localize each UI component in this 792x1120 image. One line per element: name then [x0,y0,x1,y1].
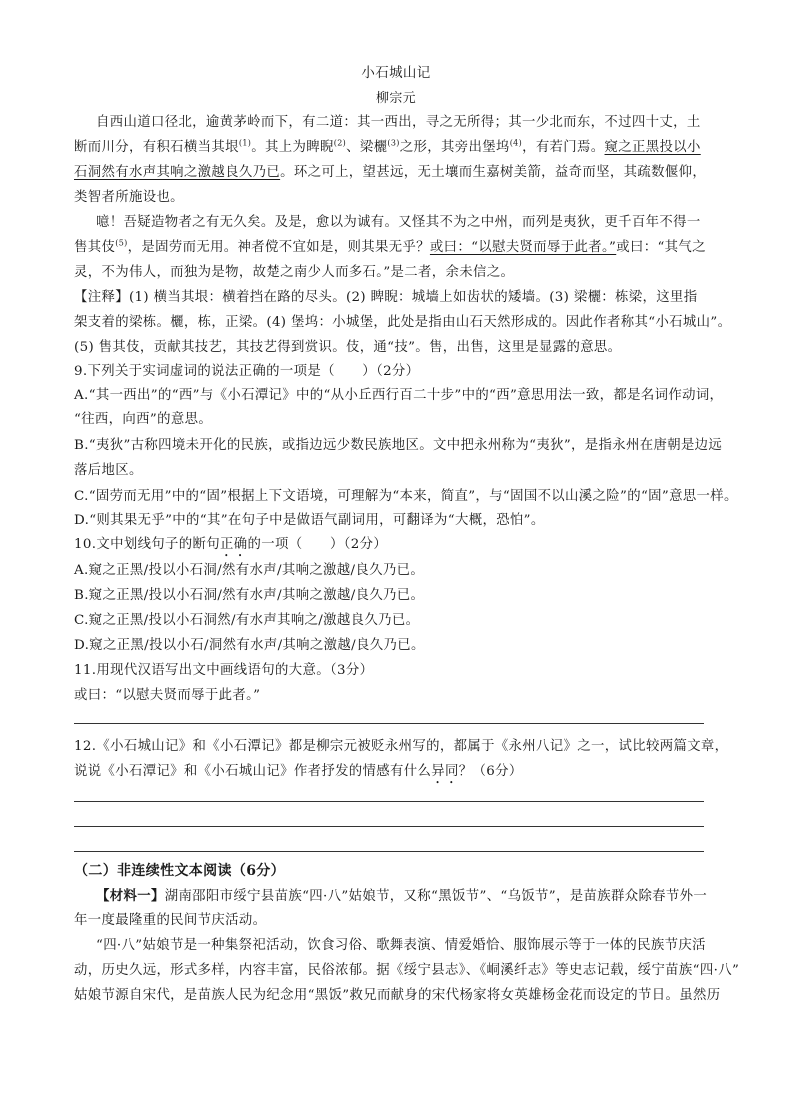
material-1-line-1 [96,887,714,906]
q9-option-a-line-1: A.“其一西出”的“西”与《小石潭记》中的“从小丘西行百二十步”中的“西”意思用法一致，都是名词作动词， [74,388,724,403]
text: 。其上为睥睨 [251,140,334,155]
q11-quote: 或曰：“以慰夫贤而辱于此者。” [74,688,261,703]
text: 售其伎 [74,240,116,255]
footnote-5: (5) [115,238,128,248]
q9-stem: 9.下列关于实词虚词的说法正确的一项是（ ）（2分） [74,364,420,379]
p1-line-3 [74,164,714,182]
q9-option-a-line-2: “往西，向西”的意思。 [74,412,213,427]
p2-line-2 [74,239,714,257]
footnote-2: (2) [333,138,347,148]
q9-option-d: D.“则其果无乎”中的“其”在句子中是做语气副词用，可翻译为“大概，恐怕”。 [74,513,545,528]
q12-answer-line-2[interactable] [74,826,704,827]
footnote-3: (3) [387,138,400,148]
emphasized-word: 正确 [220,537,248,552]
article-title: 小石城山记 [361,65,431,81]
p2-line-1: 噫！吾疑造物者之有无久矣。及是，愈以为诚有。又怪其不为之中州，而列是夷狄，更千百年不得一 [96,215,701,230]
p1-line-4: 类智者所施设也。 [74,190,184,205]
q10-option-c: C.窥之正黑/投以小石洞然/有水声其响之/激越良久乃已。 [74,613,420,628]
q9-option-b-line-2: 落后地区。 [74,463,143,478]
q10-stem [74,536,714,560]
underlined-quote: 或曰：“以慰夫贤而辱于此者。” [429,240,617,255]
text: 的一项（ ）（2分） [247,537,388,552]
text: ，是固劳而无用。神者傥不宜如是，则其果无乎？ [127,240,430,255]
q10-option-d: D.窥之正黑/投以小石/洞然有水声/其响之激越/良久乃已。 [74,638,425,653]
q9-option-c: C.“固劳而无用”中的“固”根据上下文语境，可理解为“本来，简直”，与“固国不以山溪之险”的“固”意思一样。 [74,489,738,504]
q12-line-1: 12.《小石城山记》和《小石潭记》都是柳宗元被贬永州写的，都属于《永州八记》之一，试比较两篇文章， [74,739,729,754]
q11-stem: 11.用现代汉语写出文中画线语句的大意。（3分） [74,663,374,678]
q12-line-2 [74,763,714,787]
text: ？（6分） [458,764,523,779]
q9-option-b-line-1: B.“夷狄”古称四境未开化的民族，或指边远少数民族地区。文中把永州称为“夷狄”，是指永州在唐朝是边远 [74,438,723,453]
underlined-sentence-part-2: 石洞然有水声其响之激越良久乃已 [74,165,281,180]
material-1-para-2-line-3: 姑娘节源自宋代，是苗族人民为纪念用“黑饭”救兄而献身的宋代杨家将女英雄杨金花而设定的节日。虽然历 [74,988,721,1003]
emphasized-word: 异同 [431,764,459,779]
material-1-para-2-line-2: 动，历史久远，形式多样，内容丰富，民俗浓郁。据《绥宁县志》、《峒溪纤志》等史志记载，绥宁苗族“四·八” [74,963,740,978]
notes-line-3: (5) 售其伎，贡献其技艺，其技艺得到赏识。伎，通“技”。售，出售，这里是显露的意思。 [74,340,622,355]
q10-option-b: B.窥之正黑/投以小石洞/然有水声/其响之激越/良久乃已。 [74,588,425,603]
material-1-line-2: 年一度最隆重的民间节庆活动。 [74,913,267,928]
footnote-1: (1) [238,138,252,148]
footnote-4: (4) [509,138,523,148]
q12-answer-line-3[interactable] [74,851,704,852]
q11-answer-line[interactable] [74,723,704,724]
text: 或曰：“其气之 [616,240,706,255]
text: 湖南邵阳市绥宁县苗族“四·八”姑娘节，又称“黑饭节”、“乌饭节”，是苗族群众除春节外一 [164,889,708,904]
notes-line-1: 【注释】(1) 横当其垠：横着挡在路的尽头。(2) 睥睨：城墙上如齿状的矮墙。(3) 梁欐：栋梁，这里指 [74,290,698,305]
underlined-sentence-part-1: 窥之正黑投以小 [604,140,701,155]
text: 之形，其旁出堡坞 [399,140,510,155]
article-author: 柳宗元 [375,91,417,106]
material-1-para-2-line-1: “四·八”姑娘节是一种集祭祀活动，饮食习俗、歌舞表演、情爱婚恰、服饰展示等于一体的民族节庆活 [96,938,706,953]
p2-line-3: 灵，不为伟人，而独为是物，故楚之南少人而多石。”是二者，余未信之。 [74,265,515,280]
text: ，有若门焉。 [522,140,605,155]
q10-option-a: A.窥之正黑/投以小石洞/然有水声/其响之激越/良久乃已。 [74,563,425,578]
text: 。环之可上，望甚远，无土壤而生嘉树美箭，益奇而坚，其疏数偃仰， [280,165,707,180]
text: 说说《小石潭记》和《小石城山记》作者抒发的情感有什么 [74,764,432,779]
text: 、梁欐 [346,140,388,155]
text: 10.文中划线句子的断句 [74,537,221,552]
text: 断而川分，有积石横当其垠 [74,140,239,155]
q12-answer-line-1[interactable] [74,801,704,802]
p1-line-2 [74,139,714,157]
section-2-heading: （二）非连续性文本阅读（6分） [74,863,285,879]
notes-line-2: 架支着的梁栋。欐，栋，正梁。(4) 堡坞：小城堡，此处是指由山石天然形成的。因此作者称其“小石城山”。 [74,315,732,330]
material-1-label: 【材料一】 [96,888,165,904]
p1-line-1: 自西山道口径北，逾黄茅岭而下，有二道：其一西出，寻之无所得；其一少北而东，不过四十丈，土 [96,115,701,130]
